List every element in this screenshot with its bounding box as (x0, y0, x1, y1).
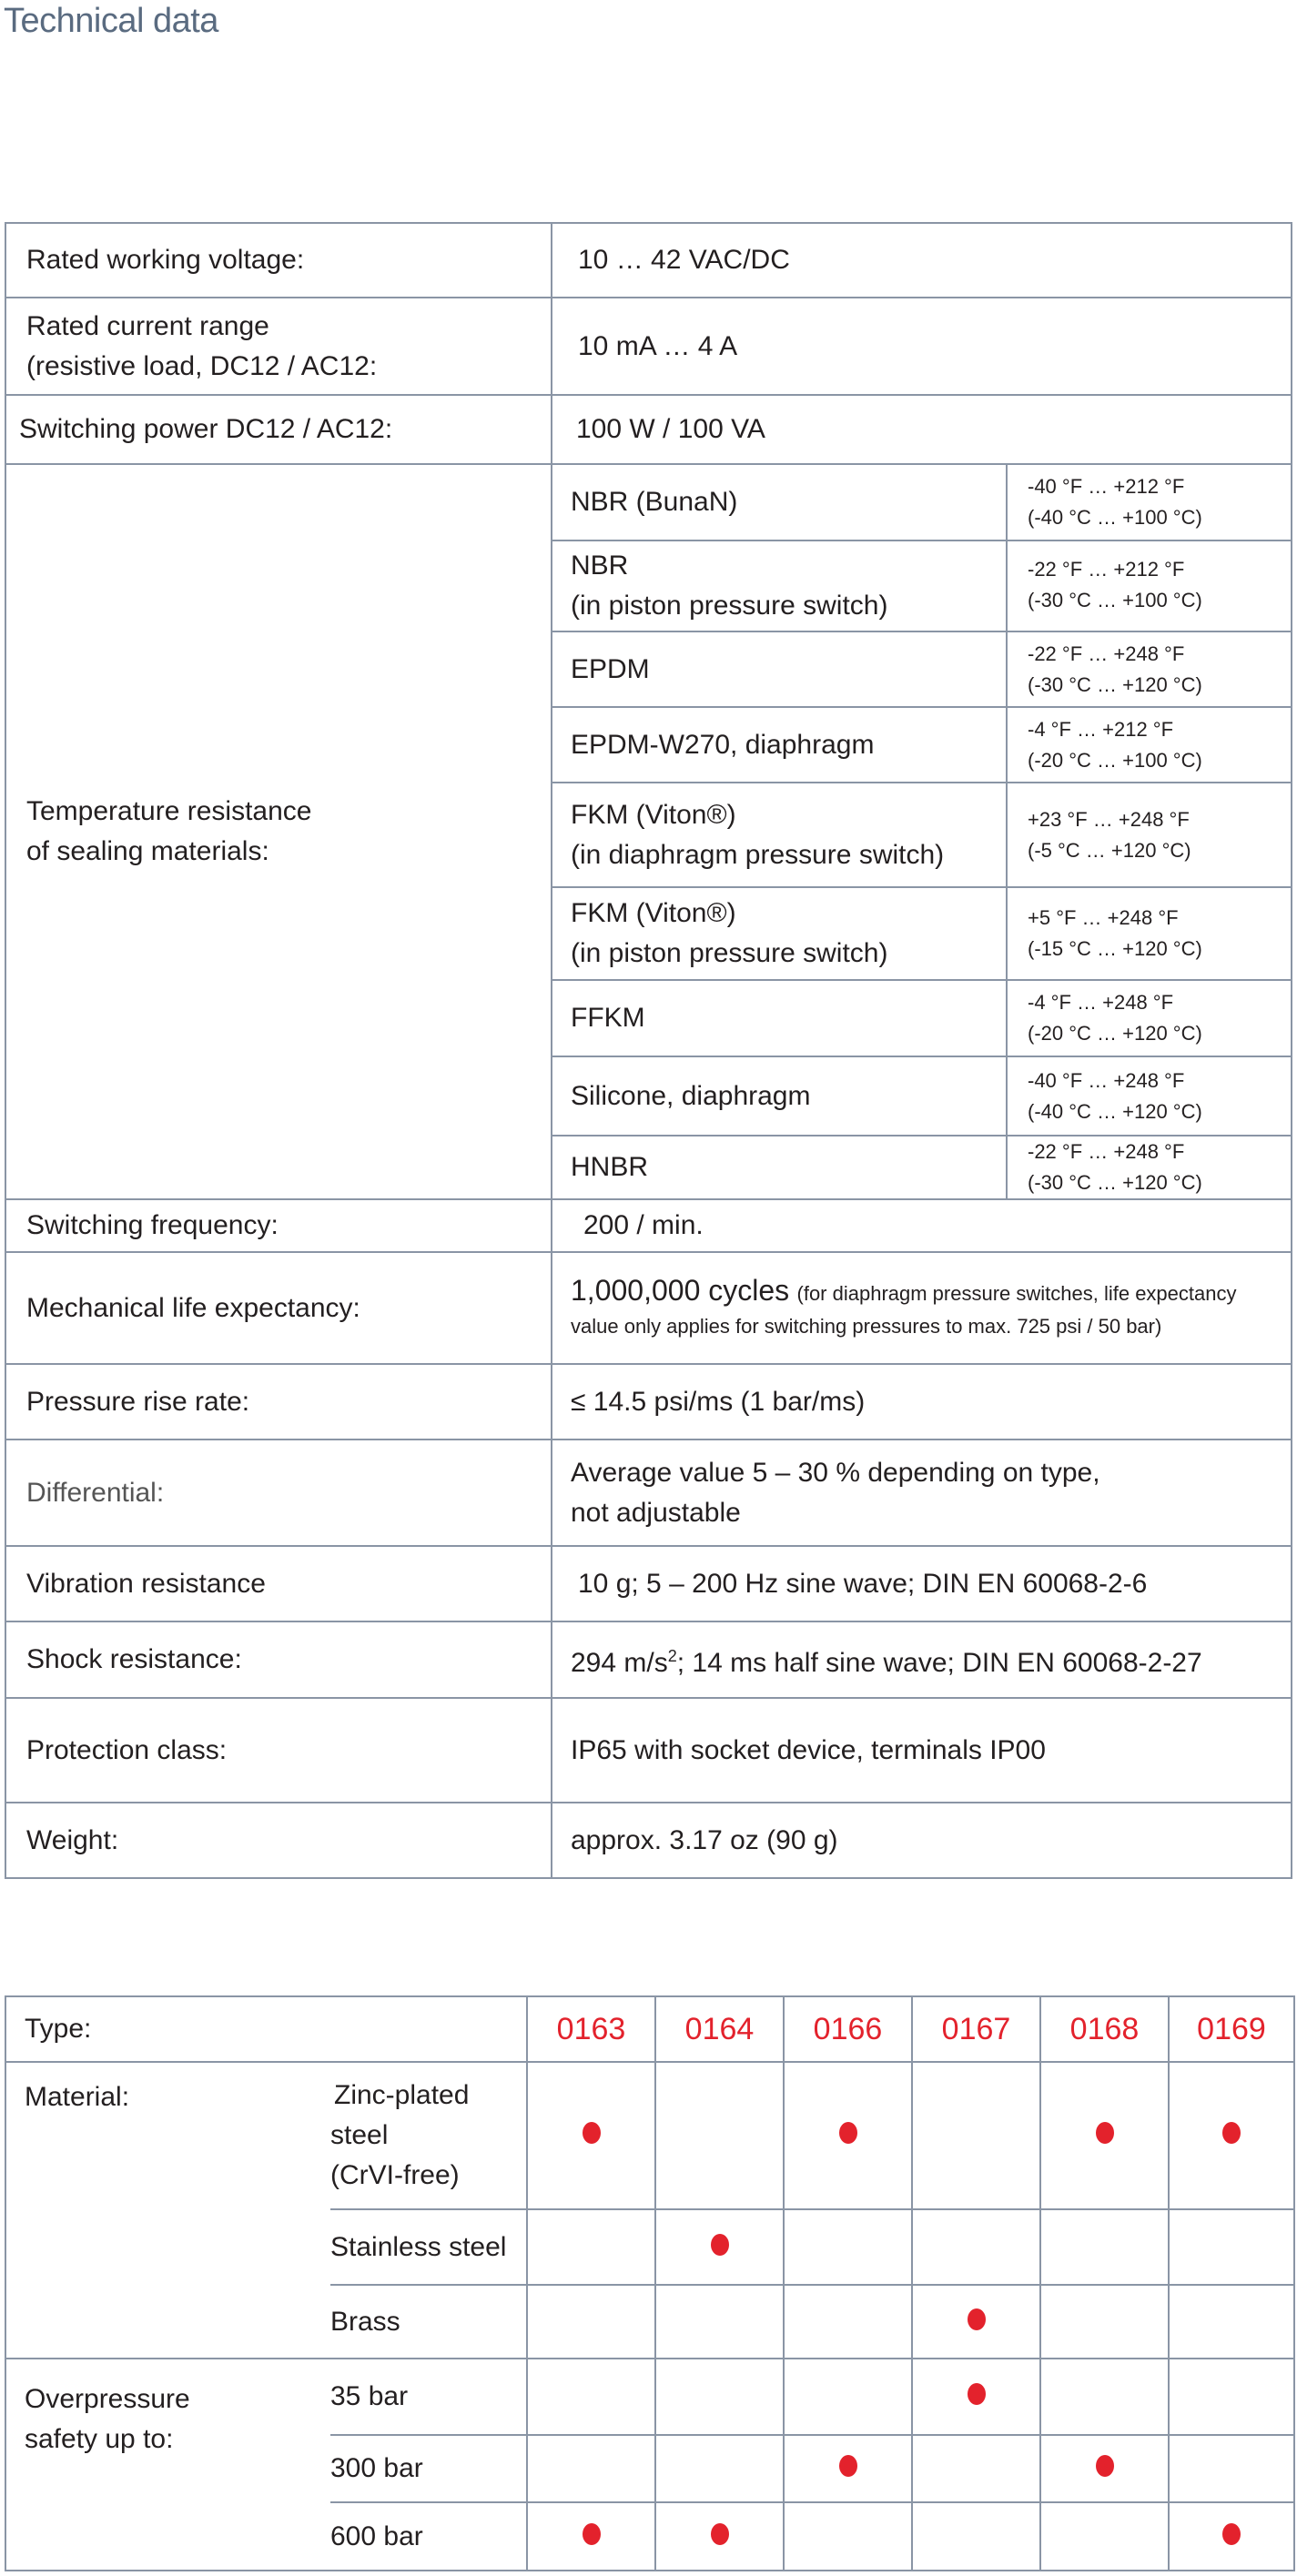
temp-fahrenheit: -4 °F … +248 °F (1028, 991, 1174, 1014)
material-name (552, 540, 1007, 631)
temp-fahrenheit: -22 °F … +212 °F (1028, 558, 1185, 581)
material-name-line: HNBR (571, 1152, 649, 1182)
spec-label: Switching power DC12 / AC12: (5, 395, 552, 464)
selected-dot-icon (1096, 2455, 1114, 2477)
material-name (552, 1056, 1007, 1136)
material-name-line: NBR (BunaN) (571, 487, 738, 517)
group-label-line: safety up to: (25, 2424, 174, 2454)
material-name (552, 464, 1007, 540)
spec-row-switching-power (5, 395, 1292, 464)
mark-cell (1169, 2359, 1294, 2435)
spec-value-line: not adjustable (571, 1497, 741, 1528)
mark-cell (527, 2435, 655, 2502)
material-temp (1007, 707, 1292, 783)
mark-cell (1040, 2359, 1169, 2435)
material-temp (1007, 887, 1292, 980)
type-code: 0168 (1040, 1996, 1169, 2062)
spec-row-mechanical-life (5, 1252, 1292, 1364)
material-temp (1007, 540, 1292, 631)
spec-row-pressure-rise (5, 1364, 1292, 1440)
spec-row-rated-voltage (5, 223, 1292, 298)
material-name (552, 707, 1007, 783)
material-row (5, 464, 1292, 540)
spec-label-line: of sealing materials: (26, 836, 269, 866)
mark-cell (912, 2359, 1040, 2435)
material-name-line: FKM (Viton®) (571, 898, 736, 928)
spec-row-rated-current (5, 298, 1292, 395)
temp-celsius: (-20 °C … +120 °C) (1028, 1022, 1202, 1045)
temp-fahrenheit: -22 °F … +248 °F (1028, 641, 1185, 665)
spec-value: 200 / min. (552, 1199, 1292, 1252)
temp-fahrenheit: +23 °F … +248 °F (1028, 807, 1190, 831)
row-sublabel: 35 bar (330, 2359, 527, 2435)
matrix-row (5, 2062, 1294, 2209)
spec-label: Protection class: (5, 1698, 552, 1803)
mark-cell (912, 2435, 1040, 2502)
material-name-line: FFKM (571, 1003, 645, 1033)
mark-cell (1169, 2062, 1294, 2209)
mark-cell (784, 2062, 912, 2209)
selected-dot-icon (1096, 2122, 1114, 2144)
material-name (552, 631, 1007, 707)
temp-fahrenheit: -40 °F … +248 °F (1028, 1068, 1185, 1092)
temp-fahrenheit: -22 °F … +248 °F (1028, 1140, 1185, 1163)
type-code: 0167 (912, 1996, 1040, 2062)
material-temp (1007, 783, 1292, 887)
selected-dot-icon (711, 2523, 729, 2545)
mark-cell (527, 2062, 655, 2209)
material-name-line: (in piston pressure switch) (571, 591, 888, 621)
mark-cell (912, 2209, 1040, 2285)
sublabel-line: steel (330, 2120, 389, 2150)
spec-label-line: Temperature resistance (26, 796, 312, 826)
row-sublabel: 600 bar (330, 2502, 527, 2571)
life-cycles: 1,000,000 cycles (571, 1273, 790, 1307)
shock-value: 294 m/s (571, 1648, 668, 1678)
type-code: 0163 (527, 1996, 655, 2062)
row-sublabel (330, 2062, 527, 2209)
sublabel-line: Zinc-plated (334, 2080, 470, 2110)
group-label-line: Overpressure (25, 2384, 190, 2414)
mark-cell (527, 2359, 655, 2435)
spec-value: 10 … 42 VAC/DC (552, 223, 1292, 298)
spec-label: Vibration resistance (5, 1546, 552, 1621)
type-code: 0164 (655, 1996, 784, 2062)
spec-label: Pressure rise rate: (5, 1364, 552, 1440)
material-name (552, 980, 1007, 1056)
mark-cell (912, 2502, 1040, 2571)
material-name (552, 1136, 1007, 1199)
spec-value: 10 mA … 4 A (552, 298, 1292, 395)
temp-celsius: (-20 °C … +100 °C) (1028, 748, 1202, 772)
material-name-line: FKM (Viton®) (571, 799, 736, 830)
mark-cell (1040, 2502, 1169, 2571)
mark-cell (655, 2062, 784, 2209)
material-name (552, 783, 1007, 887)
spec-label: Mechanical life expectancy: (5, 1252, 552, 1364)
mark-cell (784, 2285, 912, 2359)
selected-dot-icon (711, 2234, 729, 2256)
mark-cell (784, 2435, 912, 2502)
material-name (552, 887, 1007, 980)
spec-label-line: Rated current range (26, 310, 269, 341)
row-sublabel: Stainless steel (330, 2209, 527, 2285)
spec-row-weight (5, 1803, 1292, 1878)
spec-label: Differential: (5, 1440, 552, 1546)
spec-label-line: (resistive load, DC12 / AC12: (26, 350, 378, 381)
material-temp (1007, 980, 1292, 1056)
mark-cell (784, 2359, 912, 2435)
group-label-overpressure (5, 2359, 330, 2571)
spec-row-protection (5, 1698, 1292, 1803)
selected-dot-icon (968, 2308, 986, 2330)
mark-cell (527, 2209, 655, 2285)
temp-celsius: (-5 °C … +120 °C) (1028, 838, 1191, 862)
mark-cell (655, 2209, 784, 2285)
temp-celsius: (-30 °C … +120 °C) (1028, 1171, 1202, 1194)
selected-dot-icon (839, 2122, 857, 2144)
mark-cell (1040, 2435, 1169, 2502)
spec-row-switching-frequency (5, 1199, 1292, 1252)
mark-cell (1040, 2209, 1169, 2285)
mark-cell (655, 2502, 784, 2571)
selected-dot-icon (839, 2455, 857, 2477)
temp-celsius: (-40 °C … +100 °C) (1028, 506, 1202, 529)
mark-cell (655, 2359, 784, 2435)
spec-label: Shock resistance: (5, 1621, 552, 1698)
material-name-line: NBR (571, 551, 629, 581)
selected-dot-icon (968, 2383, 986, 2405)
matrix-row (5, 2359, 1294, 2435)
row-sublabel: Brass (330, 2285, 527, 2359)
spec-value (552, 1252, 1292, 1364)
shock-exponent: 2 (667, 1647, 677, 1665)
technical-data-table (5, 222, 1292, 1879)
life-note: (for diaphragm pressure switches, life expectancy value only applies for switching pressures to max. 725 psi / 50 bar) (571, 1281, 1237, 1338)
material-temp (1007, 1136, 1292, 1199)
type-header-row (5, 1996, 1294, 2062)
temp-fahrenheit: -4 °F … +212 °F (1028, 717, 1174, 741)
spec-label: Rated working voltage: (5, 223, 552, 298)
temp-fahrenheit: -40 °F … +212 °F (1028, 475, 1185, 498)
spec-value: ≤ 14.5 psi/ms (1 bar/ms) (552, 1364, 1292, 1440)
spec-row-differential (5, 1440, 1292, 1546)
mark-cell (1040, 2062, 1169, 2209)
temp-celsius: (-40 °C … +120 °C) (1028, 1099, 1202, 1123)
mark-cell (655, 2435, 784, 2502)
temp-celsius: (-30 °C … +120 °C) (1028, 672, 1202, 696)
mark-cell (912, 2062, 1040, 2209)
material-temp (1007, 464, 1292, 540)
spec-value: IP65 with socket device, terminals IP00 (552, 1698, 1292, 1803)
spec-value: approx. 3.17 oz (90 g) (552, 1803, 1292, 1878)
material-name-line: EPDM-W270, diaphragm (571, 729, 875, 760)
type-matrix-table (5, 1995, 1295, 2571)
group-label-material: Material: (5, 2062, 330, 2359)
temp-celsius: (-30 °C … +100 °C) (1028, 589, 1202, 611)
mark-cell (527, 2285, 655, 2359)
mark-cell (1040, 2285, 1169, 2359)
mark-cell (655, 2285, 784, 2359)
mark-cell (1169, 2209, 1294, 2285)
mark-cell (1169, 2285, 1294, 2359)
spec-row-shock (5, 1621, 1292, 1698)
spec-label (5, 298, 552, 395)
type-code: 0169 (1169, 1996, 1294, 2062)
material-temp (1007, 631, 1292, 707)
selected-dot-icon (583, 2523, 601, 2545)
spec-value: 100 W / 100 VA (552, 395, 1292, 464)
row-sublabel: 300 bar (330, 2435, 527, 2502)
spec-label: Weight: (5, 1803, 552, 1878)
material-name-line: Silicone, diaphragm (571, 1080, 811, 1111)
temp-celsius: (-15 °C … +120 °C) (1028, 937, 1202, 960)
mark-cell (912, 2285, 1040, 2359)
page-title: Technical data (4, 2, 218, 40)
mark-cell (784, 2502, 912, 2571)
material-name-line: EPDM (571, 653, 650, 684)
spec-label: Switching frequency: (5, 1199, 552, 1252)
spec-value-line: Average value 5 – 30 % depending on type, (571, 1457, 1100, 1488)
type-header-label: Type: (5, 1996, 527, 2062)
spec-value: 10 g; 5 – 200 Hz sine wave; DIN EN 60068-2-6 (552, 1546, 1292, 1621)
mark-cell (1169, 2502, 1294, 2571)
shock-value-rest: ; 14 ms half sine wave; DIN EN 60068-2-27 (676, 1648, 1202, 1678)
spec-value (552, 1440, 1292, 1546)
mark-cell (784, 2209, 912, 2285)
selected-dot-icon (1222, 2122, 1241, 2144)
spec-label-temperature (5, 464, 552, 1199)
type-code: 0166 (784, 1996, 912, 2062)
spec-row-vibration (5, 1546, 1292, 1621)
mark-cell (527, 2502, 655, 2571)
material-name-line: (in diaphragm pressure switch) (571, 839, 945, 870)
material-name-line: (in piston pressure switch) (571, 938, 888, 968)
mark-cell (1169, 2435, 1294, 2502)
selected-dot-icon (1222, 2523, 1241, 2545)
selected-dot-icon (583, 2122, 601, 2144)
spec-value (552, 1621, 1292, 1698)
sublabel-line: (CrVI-free) (330, 2160, 460, 2190)
temp-fahrenheit: +5 °F … +248 °F (1028, 906, 1179, 929)
material-temp (1007, 1056, 1292, 1136)
